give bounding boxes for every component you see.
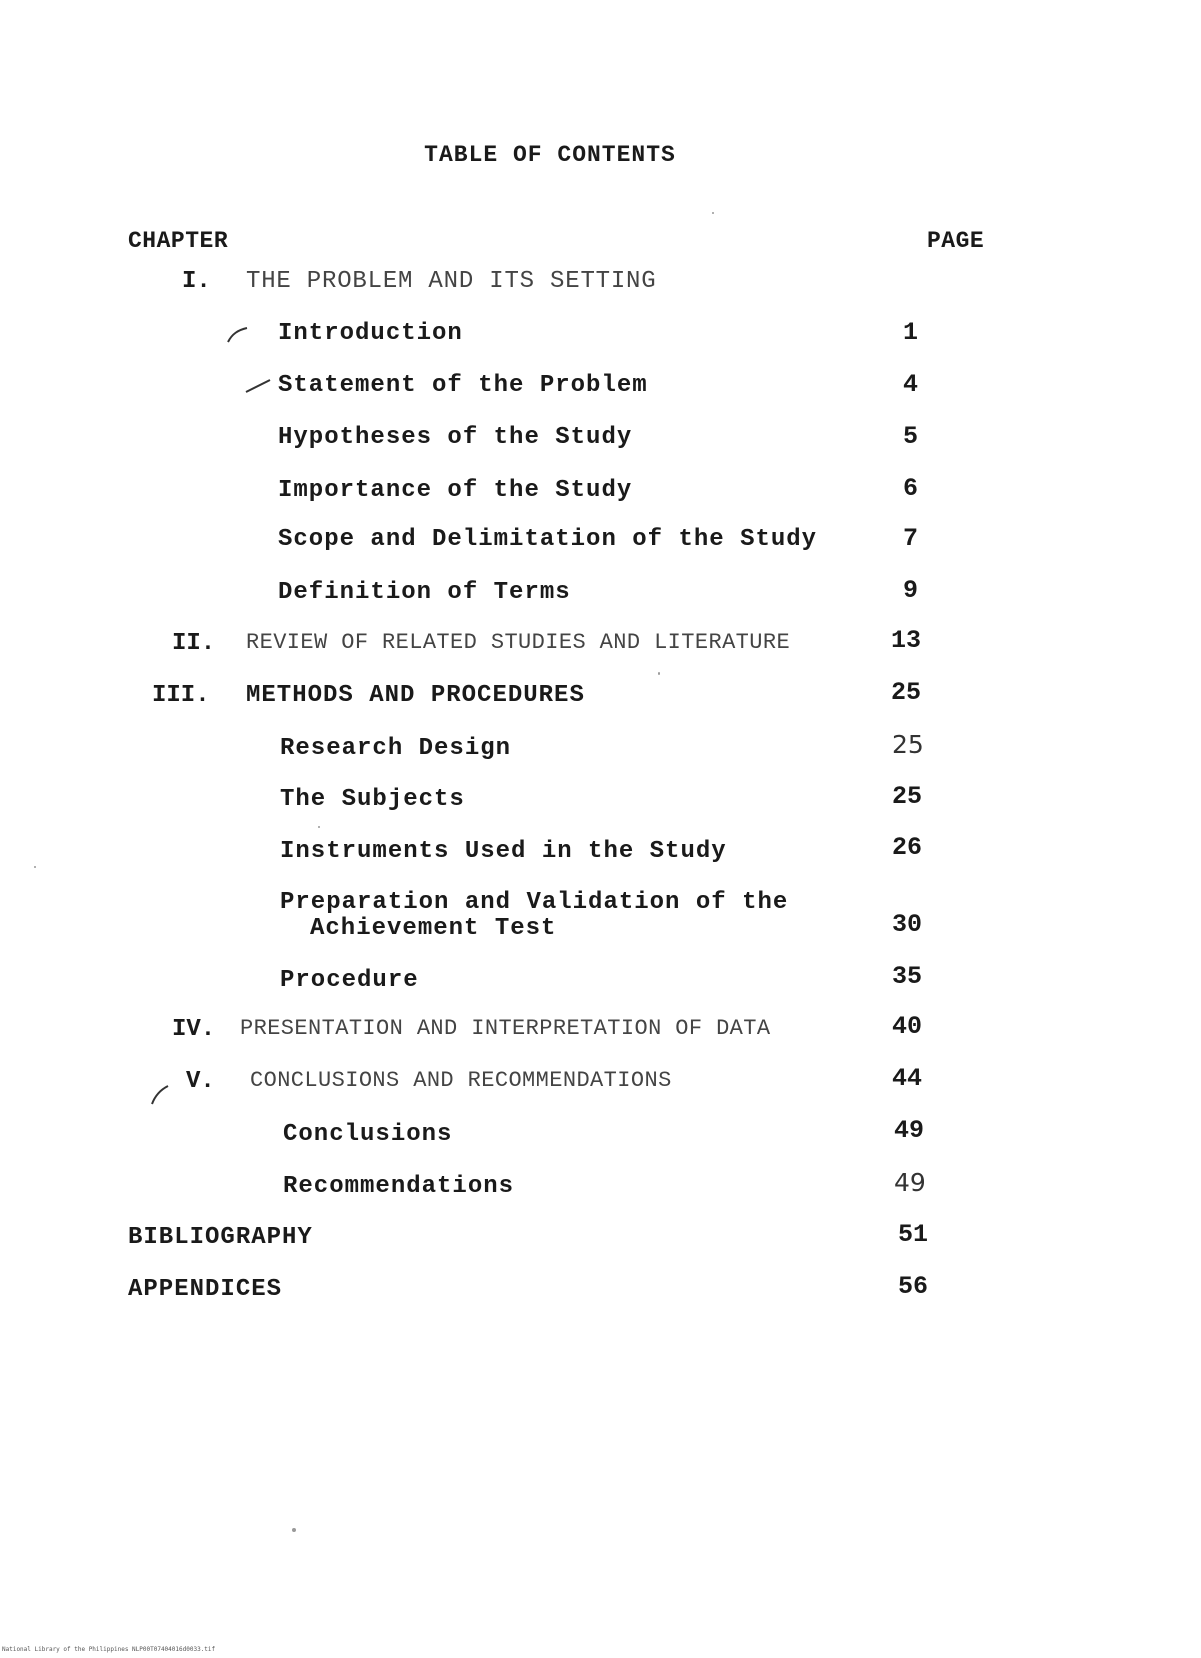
toc-section-title: Instruments Used in the Study: [280, 838, 727, 865]
toc-page-number: 9: [903, 576, 919, 605]
toc-chapter-title: PRESENTATION AND INTERPRETATION OF DATA: [240, 1016, 771, 1041]
toc-page-number: 5: [903, 422, 919, 451]
toc-page-number: 25: [892, 782, 923, 811]
chapter-number: I.: [182, 268, 211, 295]
chapter-number: III.: [152, 682, 210, 709]
toc-section-title: Hypotheses of the Study: [278, 424, 633, 451]
toc-page-number: 49: [894, 1116, 925, 1145]
toc-page-number: 25: [892, 730, 924, 759]
toc-section-title: Conclusions: [283, 1121, 453, 1148]
scan-speck: [658, 672, 660, 675]
toc-page-number: 49: [894, 1168, 926, 1197]
toc-page-number: 7: [903, 524, 919, 553]
handwritten-check-icon: [150, 1084, 170, 1106]
page-title: TABLE OF CONTENTS: [424, 142, 676, 168]
toc-section-title: The Subjects: [280, 786, 465, 813]
scan-footer-caption: National Library of the Philippines NLP00T07404016d0033.tif: [2, 1646, 216, 1653]
handwritten-check-icon: [226, 326, 250, 344]
chapter-number: IV.: [172, 1016, 216, 1043]
toc-section-title: Statement of the Problem: [278, 372, 648, 399]
toc-page-number: 26: [892, 833, 923, 862]
toc-page-number: 40: [892, 1012, 923, 1041]
toc-back-matter-title: BIBLIOGRAPHY: [128, 1224, 313, 1251]
toc-section-title: Preparation and Validation of the: [280, 889, 789, 916]
toc-back-matter-title: APPENDICES: [128, 1276, 283, 1303]
toc-chapter-title: CONCLUSIONS AND RECOMMENDATIONS: [250, 1068, 672, 1093]
toc-section-title: Importance of the Study: [278, 477, 633, 504]
toc-section-title: Scope and Delimitation of the Study: [278, 526, 818, 553]
toc-section-title: Procedure: [280, 967, 419, 994]
toc-page-number: 1: [903, 318, 919, 347]
toc-page-number: 56: [898, 1272, 929, 1301]
toc-page-number: 13: [891, 626, 922, 655]
toc-page-number: 44: [892, 1064, 923, 1093]
toc-section-title: Research Design: [280, 735, 512, 762]
chapter-number: V.: [186, 1068, 215, 1095]
toc-chapter-title: REVIEW OF RELATED STUDIES AND LITERATURE: [246, 630, 791, 655]
toc-page-number: 30: [892, 910, 923, 939]
page-column-header: PAGE: [927, 228, 985, 254]
toc-page-number: 25: [891, 678, 922, 707]
toc-chapter-title: METHODS AND PROCEDURES: [246, 682, 585, 709]
scan-speck: [712, 212, 714, 214]
scan-speck: [318, 826, 320, 828]
chapter-column-header: CHAPTER: [128, 228, 229, 254]
handwritten-check-icon: [244, 378, 272, 394]
toc-section-title-continued: Achievement Test: [310, 915, 557, 942]
toc-section-title: Introduction: [278, 320, 463, 347]
scan-speck: [34, 866, 36, 868]
toc-chapter-title: THE PROBLEM AND ITS SETTING: [246, 268, 657, 295]
toc-section-title: Definition of Terms: [278, 579, 571, 606]
toc-page-number: 35: [892, 962, 923, 991]
toc-page-number: 4: [903, 370, 919, 399]
chapter-number: II.: [172, 630, 216, 657]
toc-section-title: Recommendations: [283, 1173, 515, 1200]
scan-speck: [292, 1528, 296, 1532]
toc-page-number: 51: [898, 1220, 929, 1249]
toc-page-number: 6: [903, 474, 919, 503]
